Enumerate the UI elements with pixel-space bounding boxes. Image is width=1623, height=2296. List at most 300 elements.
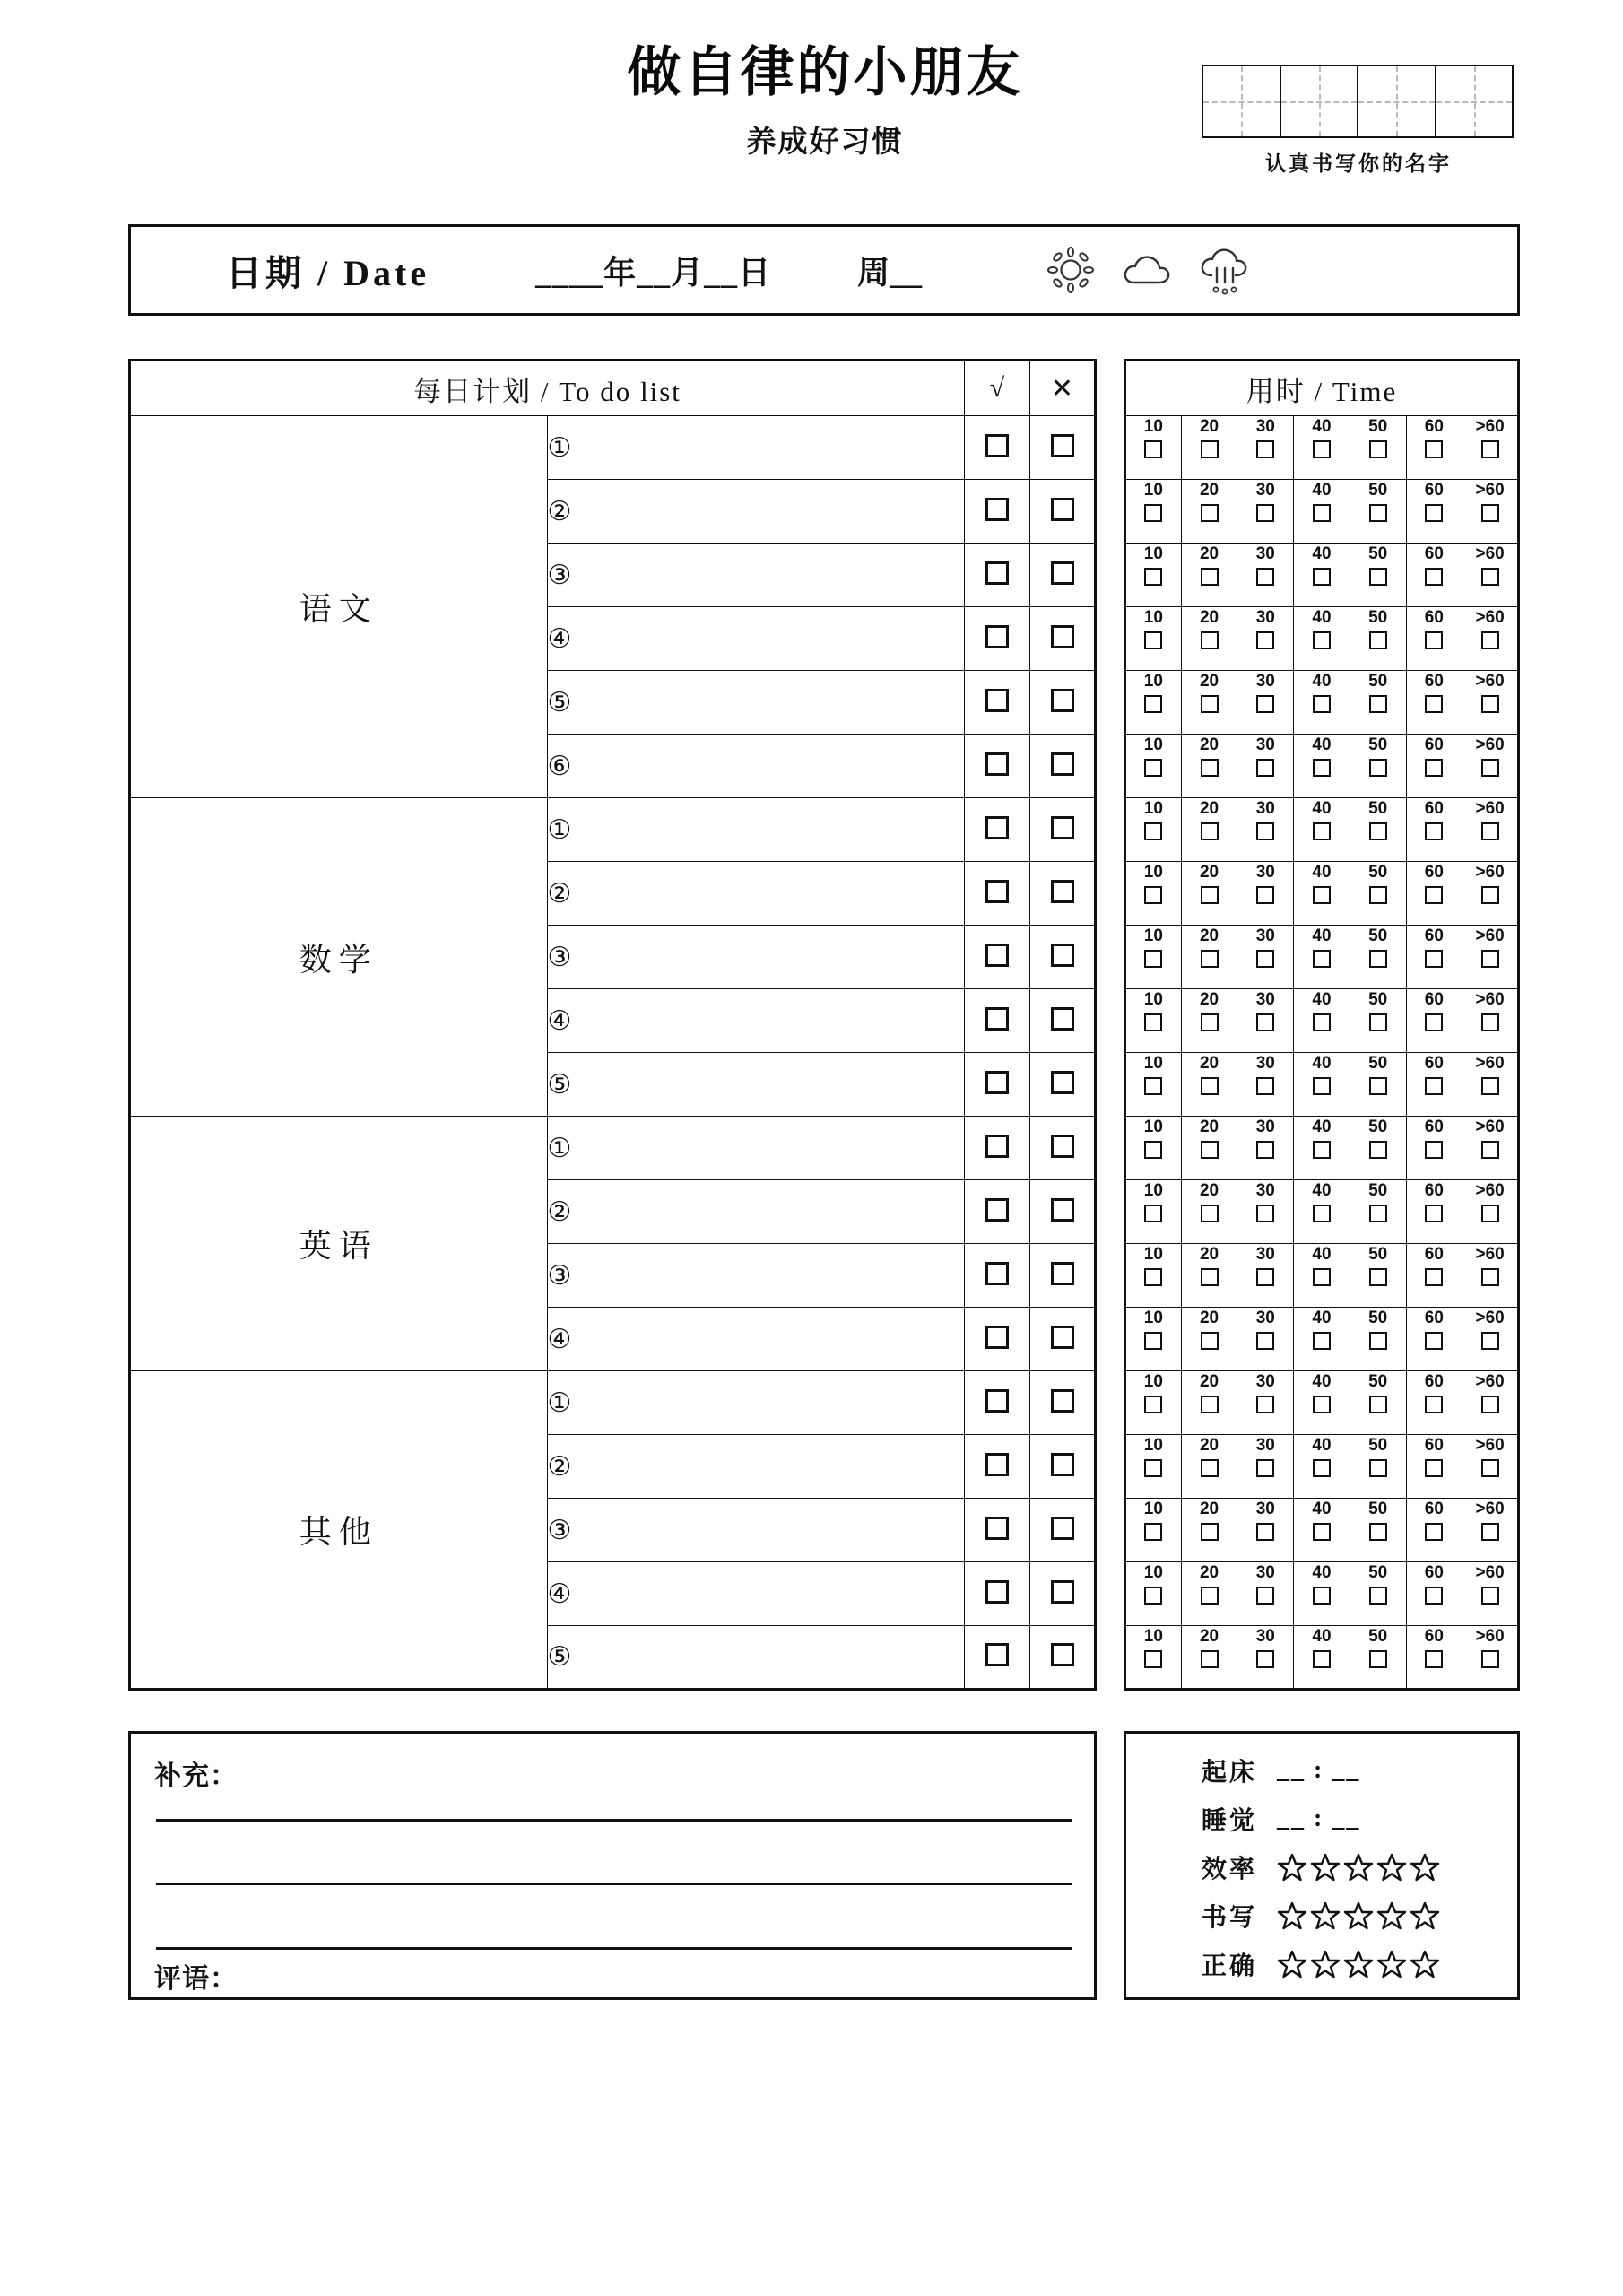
time-checkbox-icon[interactable] xyxy=(1481,822,1499,840)
checkbox-icon[interactable] xyxy=(985,1198,1009,1222)
time-option-cell[interactable] xyxy=(1462,1626,1519,1690)
name-grid-cell[interactable] xyxy=(1436,66,1513,136)
task-check-checkbox[interactable] xyxy=(965,735,1030,798)
checkbox-icon[interactable] xyxy=(1051,1643,1074,1666)
time-checkbox-icon[interactable] xyxy=(1369,1268,1387,1286)
summary-time-field[interactable]: __ : __ xyxy=(1277,1805,1361,1832)
checkbox-icon[interactable] xyxy=(985,625,1009,648)
time-option-cell[interactable] xyxy=(1462,1053,1519,1117)
time-checkbox-icon[interactable] xyxy=(1201,886,1219,904)
time-option-cell[interactable] xyxy=(1350,544,1406,607)
time-checkbox-icon[interactable] xyxy=(1425,1587,1443,1605)
time-checkbox-icon[interactable] xyxy=(1481,1205,1499,1222)
time-checkbox-icon[interactable] xyxy=(1256,1205,1274,1222)
time-checkbox-icon[interactable] xyxy=(1369,950,1387,968)
time-option-cell[interactable] xyxy=(1237,1308,1294,1371)
time-checkbox-icon[interactable] xyxy=(1256,1396,1274,1413)
checkbox-icon[interactable] xyxy=(1051,880,1074,903)
time-checkbox-icon[interactable] xyxy=(1425,1332,1443,1350)
rating-stars[interactable] xyxy=(1277,1949,1440,1979)
task-check-checkbox[interactable] xyxy=(965,1053,1030,1117)
checkbox-icon[interactable] xyxy=(1051,1580,1074,1604)
time-checkbox-icon[interactable] xyxy=(1369,1396,1387,1413)
time-option-cell[interactable] xyxy=(1350,671,1406,735)
time-option-cell[interactable] xyxy=(1237,1435,1294,1499)
time-option-cell[interactable] xyxy=(1125,989,1182,1053)
time-checkbox-icon[interactable] xyxy=(1313,568,1331,586)
time-option-cell[interactable] xyxy=(1237,1053,1294,1117)
time-checkbox-icon[interactable] xyxy=(1313,822,1331,840)
task-input-row[interactable]: ④ xyxy=(547,989,965,1053)
time-checkbox-icon[interactable] xyxy=(1369,1587,1387,1605)
time-option-cell[interactable] xyxy=(1294,862,1350,926)
time-checkbox-icon[interactable] xyxy=(1256,440,1274,458)
time-option-cell[interactable] xyxy=(1406,1371,1462,1435)
time-checkbox-icon[interactable] xyxy=(1201,950,1219,968)
time-option-cell[interactable] xyxy=(1406,480,1462,544)
name-writing-grid[interactable] xyxy=(1202,65,1514,138)
time-option-cell[interactable] xyxy=(1294,1499,1350,1562)
task-input-row[interactable]: ⑤ xyxy=(547,1626,965,1690)
checkbox-icon[interactable] xyxy=(985,1007,1009,1031)
time-checkbox-icon[interactable] xyxy=(1313,1141,1331,1159)
time-checkbox-icon[interactable] xyxy=(1369,886,1387,904)
time-option-cell[interactable] xyxy=(1181,416,1237,480)
star-icon[interactable] xyxy=(1343,1852,1374,1883)
time-checkbox-icon[interactable] xyxy=(1425,950,1443,968)
star-icon[interactable] xyxy=(1376,1949,1407,1979)
time-checkbox-icon[interactable] xyxy=(1425,886,1443,904)
time-checkbox-icon[interactable] xyxy=(1144,1396,1162,1413)
time-checkbox-icon[interactable] xyxy=(1481,759,1499,777)
time-checkbox-icon[interactable] xyxy=(1144,1587,1162,1605)
time-checkbox-icon[interactable] xyxy=(1313,1077,1331,1095)
time-checkbox-icon[interactable] xyxy=(1256,1268,1274,1286)
time-option-cell[interactable] xyxy=(1125,862,1182,926)
checkbox-icon[interactable] xyxy=(1051,1135,1074,1158)
time-option-cell[interactable] xyxy=(1125,735,1182,798)
time-option-cell[interactable] xyxy=(1125,1053,1182,1117)
time-checkbox-icon[interactable] xyxy=(1256,759,1274,777)
time-checkbox-icon[interactable] xyxy=(1369,1650,1387,1668)
time-option-cell[interactable] xyxy=(1350,416,1406,480)
checkbox-icon[interactable] xyxy=(985,561,1009,585)
time-checkbox-icon[interactable] xyxy=(1201,1650,1219,1668)
time-checkbox-icon[interactable] xyxy=(1201,1077,1219,1095)
summary-time-field[interactable]: __ : __ xyxy=(1277,1756,1361,1784)
rating-stars[interactable] xyxy=(1277,1852,1440,1883)
checkbox-icon[interactable] xyxy=(985,689,1009,712)
time-option-cell[interactable] xyxy=(1462,1308,1519,1371)
time-option-cell[interactable] xyxy=(1125,544,1182,607)
task-cross-checkbox[interactable] xyxy=(1030,862,1096,926)
time-option-cell[interactable] xyxy=(1181,1626,1237,1690)
time-checkbox-icon[interactable] xyxy=(1256,695,1274,713)
time-option-cell[interactable] xyxy=(1237,671,1294,735)
checkbox-icon[interactable] xyxy=(985,1135,1009,1158)
time-checkbox-icon[interactable] xyxy=(1256,886,1274,904)
time-option-cell[interactable] xyxy=(1237,544,1294,607)
time-option-cell[interactable] xyxy=(1181,1308,1237,1371)
time-checkbox-icon[interactable] xyxy=(1201,1523,1219,1541)
time-checkbox-icon[interactable] xyxy=(1144,1141,1162,1159)
time-checkbox-icon[interactable] xyxy=(1425,1141,1443,1159)
time-option-cell[interactable] xyxy=(1181,544,1237,607)
time-option-cell[interactable] xyxy=(1406,1244,1462,1308)
time-option-cell[interactable] xyxy=(1237,1499,1294,1562)
time-option-cell[interactable] xyxy=(1181,1053,1237,1117)
time-checkbox-icon[interactable] xyxy=(1481,1077,1499,1095)
time-checkbox-icon[interactable] xyxy=(1256,1650,1274,1668)
time-option-cell[interactable] xyxy=(1462,480,1519,544)
task-check-checkbox[interactable] xyxy=(965,416,1030,480)
task-check-checkbox[interactable] xyxy=(965,1244,1030,1308)
task-check-checkbox[interactable] xyxy=(965,1117,1030,1180)
task-cross-checkbox[interactable] xyxy=(1030,544,1096,607)
time-checkbox-icon[interactable] xyxy=(1201,759,1219,777)
time-option-cell[interactable] xyxy=(1462,1499,1519,1562)
star-icon[interactable] xyxy=(1277,1900,1307,1931)
time-checkbox-icon[interactable] xyxy=(1481,950,1499,968)
rain-icon[interactable] xyxy=(1198,243,1250,297)
checkbox-icon[interactable] xyxy=(1051,1326,1074,1349)
time-checkbox-icon[interactable] xyxy=(1369,1332,1387,1350)
time-option-cell[interactable] xyxy=(1181,671,1237,735)
time-option-cell[interactable] xyxy=(1237,416,1294,480)
checkbox-icon[interactable] xyxy=(1051,498,1074,521)
time-option-cell[interactable] xyxy=(1181,607,1237,671)
time-option-cell[interactable] xyxy=(1294,1371,1350,1435)
time-option-cell[interactable] xyxy=(1181,1180,1237,1244)
time-option-cell[interactable] xyxy=(1294,1562,1350,1626)
time-option-cell[interactable] xyxy=(1181,1371,1237,1435)
time-checkbox-icon[interactable] xyxy=(1313,1013,1331,1031)
time-option-cell[interactable] xyxy=(1462,544,1519,607)
checkbox-icon[interactable] xyxy=(1051,1389,1074,1413)
time-checkbox-icon[interactable] xyxy=(1481,1587,1499,1605)
time-option-cell[interactable] xyxy=(1462,671,1519,735)
task-check-checkbox[interactable] xyxy=(965,862,1030,926)
checkbox-icon[interactable] xyxy=(985,1453,1009,1476)
task-check-checkbox[interactable] xyxy=(965,671,1030,735)
time-option-cell[interactable] xyxy=(1125,1180,1182,1244)
task-cross-checkbox[interactable] xyxy=(1030,1244,1096,1308)
sun-icon[interactable] xyxy=(1046,245,1096,295)
time-option-cell[interactable] xyxy=(1406,1053,1462,1117)
task-check-checkbox[interactable] xyxy=(965,544,1030,607)
time-checkbox-icon[interactable] xyxy=(1481,1141,1499,1159)
task-check-checkbox[interactable] xyxy=(965,1308,1030,1371)
time-option-cell[interactable] xyxy=(1125,1308,1182,1371)
time-option-cell[interactable] xyxy=(1181,1499,1237,1562)
time-option-cell[interactable] xyxy=(1462,1180,1519,1244)
time-option-cell[interactable] xyxy=(1125,1626,1182,1690)
time-option-cell[interactable] xyxy=(1350,989,1406,1053)
task-cross-checkbox[interactable] xyxy=(1030,607,1096,671)
time-checkbox-icon[interactable] xyxy=(1425,1459,1443,1477)
task-check-checkbox[interactable] xyxy=(965,798,1030,862)
time-option-cell[interactable] xyxy=(1406,989,1462,1053)
time-checkbox-icon[interactable] xyxy=(1481,1650,1499,1668)
time-option-cell[interactable] xyxy=(1462,1371,1519,1435)
time-checkbox-icon[interactable] xyxy=(1144,1650,1162,1668)
time-checkbox-icon[interactable] xyxy=(1369,504,1387,522)
time-option-cell[interactable] xyxy=(1406,607,1462,671)
time-option-cell[interactable] xyxy=(1237,926,1294,989)
time-checkbox-icon[interactable] xyxy=(1201,822,1219,840)
time-option-cell[interactable] xyxy=(1125,480,1182,544)
time-checkbox-icon[interactable] xyxy=(1313,1332,1331,1350)
task-input-row[interactable]: ② xyxy=(547,1435,965,1499)
time-checkbox-icon[interactable] xyxy=(1369,631,1387,649)
task-cross-checkbox[interactable] xyxy=(1030,1180,1096,1244)
time-checkbox-icon[interactable] xyxy=(1313,440,1331,458)
time-checkbox-icon[interactable] xyxy=(1201,631,1219,649)
checkbox-icon[interactable] xyxy=(1051,1198,1074,1222)
time-option-cell[interactable] xyxy=(1406,926,1462,989)
time-checkbox-icon[interactable] xyxy=(1201,440,1219,458)
time-option-cell[interactable] xyxy=(1406,1180,1462,1244)
time-checkbox-icon[interactable] xyxy=(1313,759,1331,777)
notes-box[interactable] xyxy=(128,1731,1097,2000)
time-checkbox-icon[interactable] xyxy=(1481,1013,1499,1031)
time-checkbox-icon[interactable] xyxy=(1201,1459,1219,1477)
time-checkbox-icon[interactable] xyxy=(1144,1077,1162,1095)
time-option-cell[interactable] xyxy=(1350,926,1406,989)
time-checkbox-icon[interactable] xyxy=(1425,1077,1443,1095)
time-option-cell[interactable] xyxy=(1462,1117,1519,1180)
time-option-cell[interactable] xyxy=(1294,926,1350,989)
time-option-cell[interactable] xyxy=(1237,1626,1294,1690)
time-option-cell[interactable] xyxy=(1237,1180,1294,1244)
date-input-fields[interactable]: ____年__月__日 xyxy=(535,254,772,291)
name-grid-cell[interactable] xyxy=(1203,66,1281,136)
task-input-row[interactable]: ⑥ xyxy=(547,735,965,798)
task-cross-checkbox[interactable] xyxy=(1030,926,1096,989)
checkbox-icon[interactable] xyxy=(985,880,1009,903)
time-checkbox-icon[interactable] xyxy=(1481,1459,1499,1477)
time-checkbox-icon[interactable] xyxy=(1369,1459,1387,1477)
checkbox-icon[interactable] xyxy=(985,1326,1009,1349)
task-check-checkbox[interactable] xyxy=(965,1435,1030,1499)
task-cross-checkbox[interactable] xyxy=(1030,989,1096,1053)
time-checkbox-icon[interactable] xyxy=(1425,631,1443,649)
task-cross-checkbox[interactable] xyxy=(1030,480,1096,544)
time-checkbox-icon[interactable] xyxy=(1256,1141,1274,1159)
task-input-row[interactable]: ① xyxy=(547,416,965,480)
time-checkbox-icon[interactable] xyxy=(1425,504,1443,522)
checkbox-icon[interactable] xyxy=(985,434,1009,457)
time-checkbox-icon[interactable] xyxy=(1201,1587,1219,1605)
checkbox-icon[interactable] xyxy=(1051,1007,1074,1031)
time-option-cell[interactable] xyxy=(1181,989,1237,1053)
time-checkbox-icon[interactable] xyxy=(1425,1268,1443,1286)
time-checkbox-icon[interactable] xyxy=(1481,504,1499,522)
checkbox-icon[interactable] xyxy=(985,1517,1009,1540)
task-cross-checkbox[interactable] xyxy=(1030,1435,1096,1499)
time-checkbox-icon[interactable] xyxy=(1425,759,1443,777)
task-input-row[interactable]: ④ xyxy=(547,1308,965,1371)
time-option-cell[interactable] xyxy=(1125,671,1182,735)
time-checkbox-icon[interactable] xyxy=(1313,1650,1331,1668)
checkbox-icon[interactable] xyxy=(1051,689,1074,712)
time-option-cell[interactable] xyxy=(1462,1244,1519,1308)
star-icon[interactable] xyxy=(1410,1900,1440,1931)
checkbox-icon[interactable] xyxy=(985,1643,1009,1666)
time-option-cell[interactable] xyxy=(1125,798,1182,862)
name-grid-cell[interactable] xyxy=(1281,66,1359,136)
time-option-cell[interactable] xyxy=(1406,416,1462,480)
time-checkbox-icon[interactable] xyxy=(1144,1268,1162,1286)
time-checkbox-icon[interactable] xyxy=(1313,631,1331,649)
time-option-cell[interactable] xyxy=(1237,735,1294,798)
time-checkbox-icon[interactable] xyxy=(1481,886,1499,904)
time-option-cell[interactable] xyxy=(1350,480,1406,544)
time-option-cell[interactable] xyxy=(1406,671,1462,735)
time-option-cell[interactable] xyxy=(1350,1499,1406,1562)
checkbox-icon[interactable] xyxy=(1051,944,1074,967)
time-option-cell[interactable] xyxy=(1406,1499,1462,1562)
time-checkbox-icon[interactable] xyxy=(1256,950,1274,968)
task-input-row[interactable]: ④ xyxy=(547,1562,965,1626)
checkbox-icon[interactable] xyxy=(985,944,1009,967)
time-option-cell[interactable] xyxy=(1462,416,1519,480)
time-option-cell[interactable] xyxy=(1406,1308,1462,1371)
time-checkbox-icon[interactable] xyxy=(1369,1077,1387,1095)
time-checkbox-icon[interactable] xyxy=(1481,1332,1499,1350)
star-icon[interactable] xyxy=(1410,1949,1440,1979)
star-icon[interactable] xyxy=(1310,1852,1341,1883)
time-option-cell[interactable] xyxy=(1294,671,1350,735)
time-checkbox-icon[interactable] xyxy=(1313,950,1331,968)
time-option-cell[interactable] xyxy=(1462,735,1519,798)
checkbox-icon[interactable] xyxy=(1051,561,1074,585)
time-checkbox-icon[interactable] xyxy=(1201,1205,1219,1222)
time-checkbox-icon[interactable] xyxy=(1313,1459,1331,1477)
time-checkbox-icon[interactable] xyxy=(1144,950,1162,968)
task-check-checkbox[interactable] xyxy=(965,480,1030,544)
time-option-cell[interactable] xyxy=(1181,1117,1237,1180)
time-checkbox-icon[interactable] xyxy=(1481,1523,1499,1541)
time-option-cell[interactable] xyxy=(1125,1499,1182,1562)
time-option-cell[interactable] xyxy=(1350,1371,1406,1435)
time-option-cell[interactable] xyxy=(1350,1562,1406,1626)
task-check-checkbox[interactable] xyxy=(965,1626,1030,1690)
task-cross-checkbox[interactable] xyxy=(1030,1499,1096,1562)
time-checkbox-icon[interactable] xyxy=(1144,1332,1162,1350)
task-input-row[interactable]: ⑤ xyxy=(547,671,965,735)
time-option-cell[interactable] xyxy=(1181,862,1237,926)
time-option-cell[interactable] xyxy=(1294,1117,1350,1180)
time-option-cell[interactable] xyxy=(1462,926,1519,989)
time-checkbox-icon[interactable] xyxy=(1256,1077,1274,1095)
task-check-checkbox[interactable] xyxy=(965,1499,1030,1562)
time-checkbox-icon[interactable] xyxy=(1369,1013,1387,1031)
time-option-cell[interactable] xyxy=(1181,1435,1237,1499)
time-option-cell[interactable] xyxy=(1406,544,1462,607)
time-checkbox-icon[interactable] xyxy=(1144,504,1162,522)
time-checkbox-icon[interactable] xyxy=(1144,1523,1162,1541)
task-input-row[interactable]: ③ xyxy=(547,544,965,607)
task-cross-checkbox[interactable] xyxy=(1030,671,1096,735)
task-check-checkbox[interactable] xyxy=(965,989,1030,1053)
time-option-cell[interactable] xyxy=(1237,798,1294,862)
time-option-cell[interactable] xyxy=(1406,1117,1462,1180)
time-option-cell[interactable] xyxy=(1125,926,1182,989)
time-checkbox-icon[interactable] xyxy=(1313,1205,1331,1222)
time-option-cell[interactable] xyxy=(1125,1244,1182,1308)
task-input-row[interactable]: ③ xyxy=(547,1499,965,1562)
time-option-cell[interactable] xyxy=(1237,1562,1294,1626)
name-grid-cell[interactable] xyxy=(1358,66,1436,136)
time-checkbox-icon[interactable] xyxy=(1369,695,1387,713)
task-check-checkbox[interactable] xyxy=(965,607,1030,671)
time-option-cell[interactable] xyxy=(1350,1626,1406,1690)
task-cross-checkbox[interactable] xyxy=(1030,735,1096,798)
time-checkbox-icon[interactable] xyxy=(1201,1013,1219,1031)
time-option-cell[interactable] xyxy=(1294,1626,1350,1690)
time-option-cell[interactable] xyxy=(1294,989,1350,1053)
checkbox-icon[interactable] xyxy=(985,1071,1009,1094)
time-option-cell[interactable] xyxy=(1294,735,1350,798)
checkbox-icon[interactable] xyxy=(1051,625,1074,648)
time-option-cell[interactable] xyxy=(1294,1435,1350,1499)
time-checkbox-icon[interactable] xyxy=(1144,440,1162,458)
time-option-cell[interactable] xyxy=(1350,1053,1406,1117)
time-checkbox-icon[interactable] xyxy=(1144,1459,1162,1477)
time-option-cell[interactable] xyxy=(1462,607,1519,671)
star-icon[interactable] xyxy=(1343,1900,1374,1931)
time-checkbox-icon[interactable] xyxy=(1144,631,1162,649)
time-checkbox-icon[interactable] xyxy=(1256,822,1274,840)
time-option-cell[interactable] xyxy=(1125,416,1182,480)
time-checkbox-icon[interactable] xyxy=(1481,568,1499,586)
star-icon[interactable] xyxy=(1277,1949,1307,1979)
time-checkbox-icon[interactable] xyxy=(1481,1396,1499,1413)
time-option-cell[interactable] xyxy=(1406,1435,1462,1499)
time-option-cell[interactable] xyxy=(1294,416,1350,480)
time-option-cell[interactable] xyxy=(1350,1117,1406,1180)
star-icon[interactable] xyxy=(1277,1852,1307,1883)
task-check-checkbox[interactable] xyxy=(965,1562,1030,1626)
time-checkbox-icon[interactable] xyxy=(1256,568,1274,586)
time-checkbox-icon[interactable] xyxy=(1256,1523,1274,1541)
time-option-cell[interactable] xyxy=(1350,1435,1406,1499)
time-checkbox-icon[interactable] xyxy=(1144,1205,1162,1222)
time-option-cell[interactable] xyxy=(1294,544,1350,607)
time-option-cell[interactable] xyxy=(1237,607,1294,671)
rating-stars[interactable] xyxy=(1277,1900,1440,1931)
time-checkbox-icon[interactable] xyxy=(1313,1268,1331,1286)
checkbox-icon[interactable] xyxy=(1051,1071,1074,1094)
time-option-cell[interactable] xyxy=(1181,1244,1237,1308)
time-option-cell[interactable] xyxy=(1237,862,1294,926)
time-checkbox-icon[interactable] xyxy=(1369,1523,1387,1541)
task-input-row[interactable]: ② xyxy=(547,862,965,926)
time-checkbox-icon[interactable] xyxy=(1425,1523,1443,1541)
time-checkbox-icon[interactable] xyxy=(1369,1205,1387,1222)
time-checkbox-icon[interactable] xyxy=(1256,504,1274,522)
time-option-cell[interactable] xyxy=(1294,1180,1350,1244)
time-checkbox-icon[interactable] xyxy=(1201,1396,1219,1413)
time-checkbox-icon[interactable] xyxy=(1425,440,1443,458)
checkbox-icon[interactable] xyxy=(985,752,1009,776)
time-option-cell[interactable] xyxy=(1237,480,1294,544)
task-cross-checkbox[interactable] xyxy=(1030,1626,1096,1690)
time-option-cell[interactable] xyxy=(1350,607,1406,671)
time-option-cell[interactable] xyxy=(1350,1180,1406,1244)
time-checkbox-icon[interactable] xyxy=(1369,1141,1387,1159)
